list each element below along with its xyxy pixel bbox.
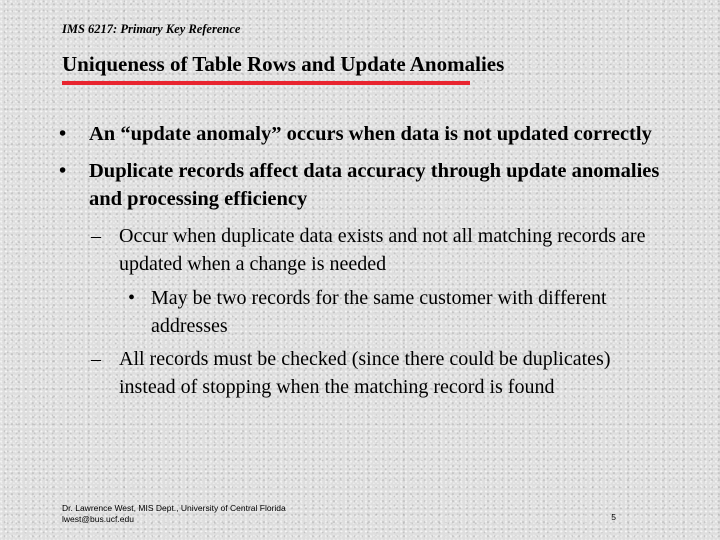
bullet-text: Duplicate records affect data accuracy through update anomalies and processing efficiency xyxy=(89,159,660,210)
bullet-marker: • xyxy=(59,123,67,145)
footer-credit xyxy=(62,503,286,525)
bullet-item xyxy=(59,157,662,214)
sub-sub-bullet-text: May be two records for the same customer with different addresses xyxy=(151,286,607,337)
course-header: IMS 6217: Primary Key Reference xyxy=(62,22,241,36)
sub-sub-bullet-item xyxy=(62,284,662,341)
bullet-marker: • xyxy=(59,159,67,182)
bullet-list xyxy=(59,120,662,407)
slide-title: Uniqueness of Table Rows and Update Anomalies xyxy=(62,52,505,76)
sub-bullet-text: All records must be checked (since there could be duplicates) instead of stopping when the matching record is found xyxy=(119,347,611,398)
bullet-item xyxy=(59,120,662,149)
page-number: 5 xyxy=(611,512,616,522)
footer-author: Dr. Lawrence West, MIS Dept., University of Central Florida xyxy=(62,503,286,513)
title-underline xyxy=(62,81,470,85)
sub-bullet-item xyxy=(62,222,662,279)
bullet-marker: • xyxy=(128,286,136,309)
footer-email: lwest@bus.ucf.edu xyxy=(62,514,134,524)
dash-marker: – xyxy=(91,347,101,370)
sub-bullet-item xyxy=(62,345,662,402)
sub-bullet-text: Occur when duplicate data exists and not all matching records are updated when a change is needed xyxy=(119,224,646,275)
bullet-text: An “update anomaly” occurs when data is not updated correctly xyxy=(89,123,652,145)
dash-marker: – xyxy=(91,224,101,247)
